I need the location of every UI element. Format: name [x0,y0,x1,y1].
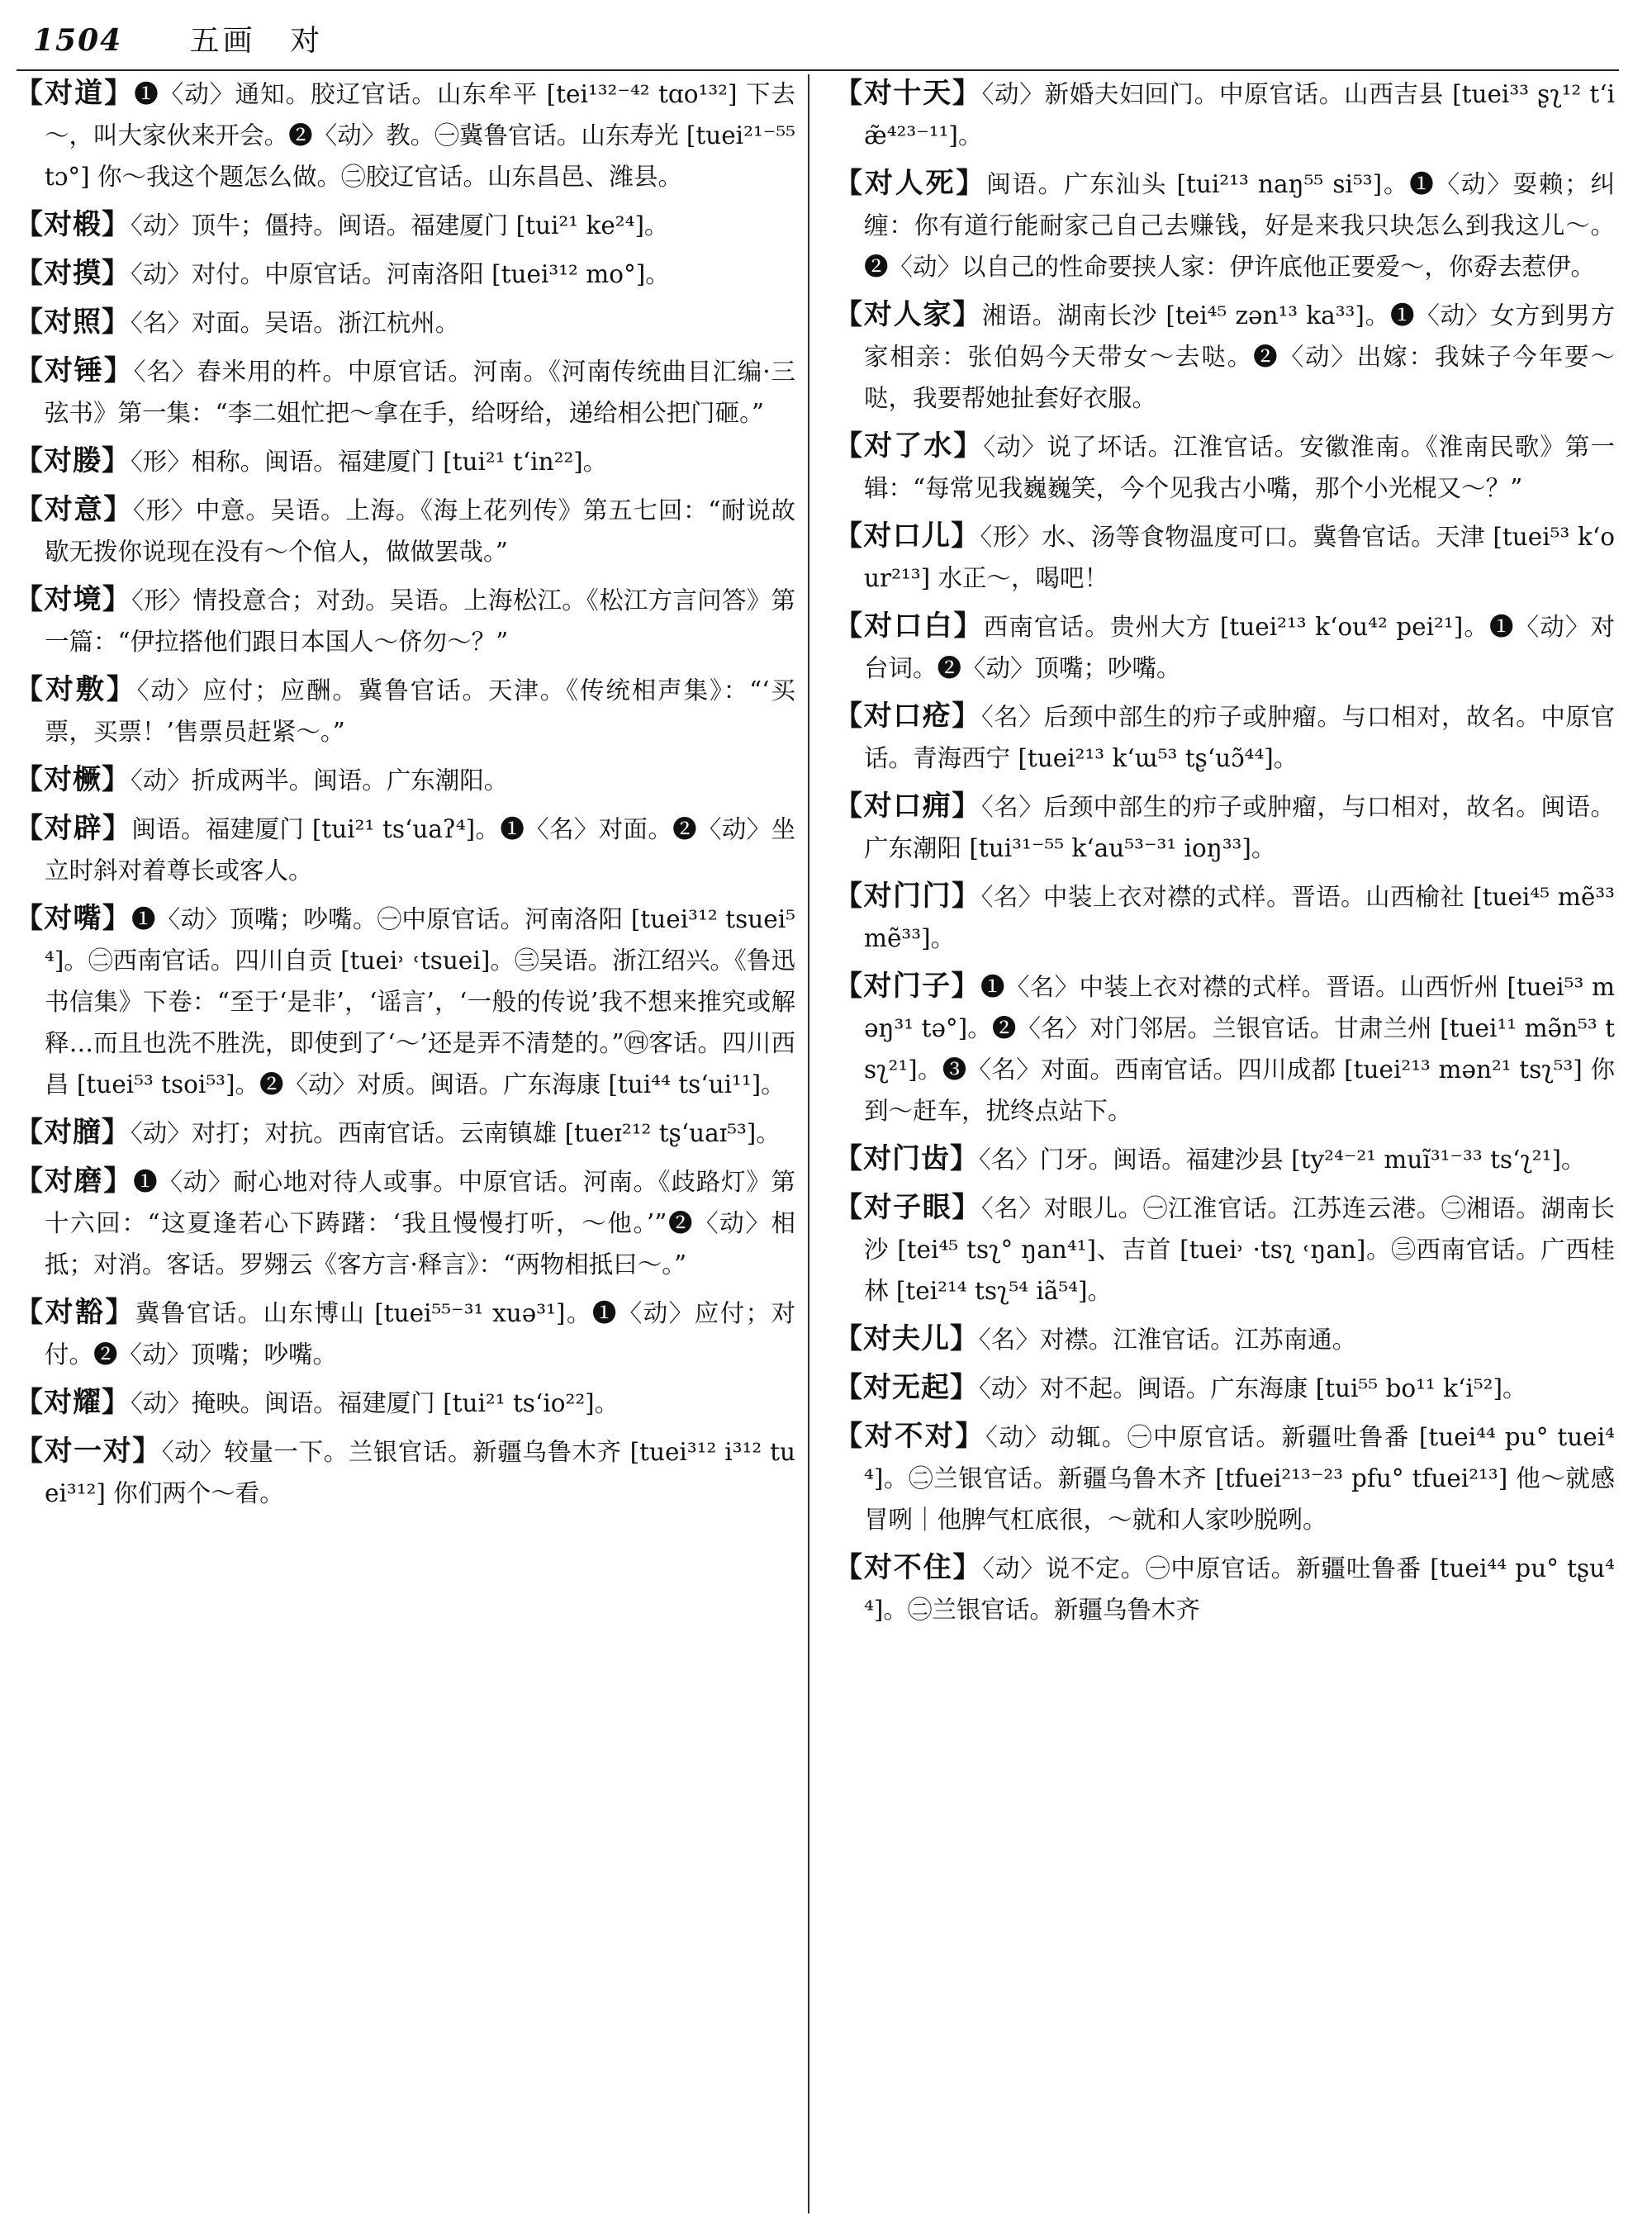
entry-headword: 【对了水】 [834,429,984,463]
dictionary-entry [834,605,1615,689]
entry-headword: 【对十天】 [834,77,982,110]
entry-definition: 〈动〉对打；对抗。西南官话。云南镇雄 [tueɪ²¹² tʂʻuaɪ⁵³]。 [131,1119,781,1147]
dictionary-entry [15,253,795,295]
entry-headword: 【对橛】 [15,763,131,796]
entry-headword: 【对椴】 [15,208,131,241]
entry-definition: 〈形〉中意。吴语。上海。《海上花列传》第五七回：“耐说故歇无拨你说现在没有～个倌人，做做罢哉。” [45,496,795,566]
entry-definition: 〈形〉情投意合；对劲。吴语。上海松江。《松江方言问答》第一篇：“伊拉搭他们跟日本国人～侪勿～？” [45,586,795,656]
dictionary-entry [834,785,1615,869]
dictionary-entry [15,1160,795,1285]
entry-headword: 【对口疮】 [834,700,981,733]
dictionary-entry [15,1292,795,1375]
section-label: 五画 [189,24,256,58]
entry-headword: 【对膪】 [15,1116,131,1149]
entry-definition: 〈名〉后颈中部生的疖子或肿瘤，与口相对，故名。闽语。广东潮阳 [tui³¹⁻⁵⁵ kʻau⁵³⁻³¹ ioŋ³³]。 [864,793,1615,862]
entry-headword: 【对子眼】 [834,1191,981,1224]
entry-headword: 【对耀】 [15,1386,131,1419]
dictionary-entry [834,1138,1615,1180]
dictionary-entry [834,515,1615,599]
dictionary-entry [15,73,795,197]
entry-definition: 〈动〉说不定。㊀中原官话。新疆吐鲁番 [tuei⁴⁴ pu° tʂu⁴⁴]。㊁兰银官话。新疆乌鲁木齐 [864,1554,1615,1624]
entry-headword: 【对照】 [15,306,131,339]
dictionary-entry [834,425,1615,509]
page-number: 1504 [33,23,123,58]
dictionary-entry [834,163,1615,287]
right-column [834,73,1615,2220]
entry-headword: 【对门子】 [834,970,980,1003]
entry-headword: 【对不住】 [834,1551,983,1584]
entry-definition: 〈动〉折成两半。闽语。广东潮阳。 [131,766,509,795]
entry-headword: 【对不对】 [834,1420,985,1453]
entry-definition: 〈名〉对襟。江淮官话。江苏南通。 [979,1326,1357,1354]
dictionary-entry [15,759,795,801]
entry-definition: 〈动〉应付；应酬。冀鲁官话。天津。《传统相声集》：“‘买票，买票！’售票员赶紧～。” [45,676,795,746]
entry-headword: 【对无起】 [834,1371,979,1404]
dictionary-entry [834,695,1615,779]
entry-headword: 【对磨】 [15,1165,134,1198]
entry-headword: 【对辟】 [15,812,132,845]
dictionary-entry [15,808,795,891]
dictionary-entry [15,669,795,752]
entry-definition: ❶〈动〉通知。胶辽官话。山东牟平 [tei¹³²⁻⁴² tɑo¹³²] 下去～，叫大家伙来开会。❷〈动〉教。㊀冀鲁官话。山东寿光 [tuei²¹⁻⁵⁵ tɔ°] 你～我这个题怎么做。㊁胶辽官话。山东昌邑、潍县。 [45,80,795,191]
entry-headword: 【对豁】 [15,1296,135,1329]
entry-headword: 【对嘴】 [15,902,132,935]
dictionary-entry [15,1382,795,1424]
dictionary-entry [834,1187,1615,1312]
dictionary-entry [15,204,795,246]
entry-definition: 〈名〉对眼儿。㊀江淮官话。江苏连云港。㊁湘语。湖南长沙 [tei⁴⁵ tsʅ° ŋan⁴¹]、吉首 [tuei˒ ·tsʅ ˓ŋan]。㊂西南官话。广西桂林 [tei²¹⁴ tsʅ⁵⁴ iã⁵⁴]。 [864,1194,1615,1305]
entry-definition: 〈动〉对付。中原官话。河南洛阳 [tuei³¹² mo°]。 [131,260,670,288]
entry-headword: 【对意】 [15,493,133,526]
page-header [33,17,1619,64]
dictionary-entry [15,1112,795,1154]
entry-headword: 【对门门】 [834,880,981,913]
dictionary-entry [15,440,795,482]
entry-headword: 【对媵】 [15,444,131,477]
entry-headword: 【对口痈】 [834,790,981,823]
dictionary-entry [834,1367,1615,1409]
dictionary-entry [834,1318,1615,1360]
entry-headword: 【对一对】 [15,1435,162,1468]
entry-headword: 【对人死】 [834,167,987,200]
dictionary-entry [834,294,1615,419]
entry-definition: 〈名〉对面。吴语。浙江杭州。 [131,309,460,337]
entry-headword: 【对口儿】 [834,520,980,553]
entry-definition: 〈动〉顶牛；僵持。闽语。福建厦门 [tui²¹ ke²⁴]。 [131,211,669,240]
dictionary-entry [15,1431,795,1514]
section-character: 对 [290,24,324,58]
dictionary-entry [834,1547,1615,1630]
entry-definition: 〈动〉说了坏话。江淮官话。安徽淮南。《淮南民歌》第一辑：“每常见我巍巍笑，今个见我古小嘴，那个小光棍又～？” [864,433,1615,502]
entry-headword: 【对门齿】 [834,1142,979,1175]
entry-headword: 【对境】 [15,583,132,616]
entry-headword: 【对锤】 [15,354,134,387]
entry-definition: 闽语。广东汕头 [tui²¹³ naŋ⁵⁵ si⁵³]。❶〈动〉耍赖；纠缠：你有道行能耐家己自己去赚钱，好是来我只块怎么到我这儿～。❷〈动〉以自己的性命要挟人家：伊许底他正要爱～，你孬去惹伊。 [864,170,1615,281]
entry-headword: 【对摸】 [15,257,131,290]
entry-definition: 〈形〉相称。闽语。福建厦门 [tui²¹ tʻin²²]。 [131,448,608,476]
entry-headword: 【对敷】 [15,673,137,706]
entry-headword: 【对夫儿】 [834,1322,979,1355]
entry-definition: 〈动〉较量一下。兰银官话。新疆乌鲁木齐 [tuei³¹² i³¹² tuei³¹²] 你们两个～看。 [45,1438,795,1507]
column-divider [808,74,809,2213]
entry-definition: ❶〈动〉耐心地对待人或事。中原官话。河南。《歧路灯》第十六回：“这夏逢若心下踌躇：‘我且慢慢打听，～他。’”❷〈动〉相抵；对消。客话。罗翙云《客方言·释言》：“两物相抵曰～。” [45,1168,795,1279]
header-rule [17,69,1619,71]
dictionary-entry [834,966,1615,1132]
left-column [15,73,795,2220]
entry-headword: 【对道】 [15,77,135,110]
entry-definition: 〈名〉中装上衣对襟的式样。晋语。山西榆社 [tuei⁴⁵ mẽ³³ mẽ³³]。 [864,883,1615,952]
dictionary-entry [15,489,795,572]
dictionary-entry [834,73,1615,156]
dictionary-entry [834,875,1615,959]
entry-definition: 冀鲁官话。山东博山 [tuei⁵⁵⁻³¹ xuə³¹]。❶〈动〉应付；对付。❷〈动〉顶嘴；吵嘴。 [45,1299,795,1369]
entry-definition: 〈动〉新婚夫妇回门。中原官话。山西吉县 [tuei³³ ʂʅ¹² tʻiæ̃⁴²³⁻¹¹]。 [864,80,1615,149]
entry-headword: 【对人家】 [834,298,983,331]
entry-definition: 西南官话。贵州大方 [tuei²¹³ kʻou⁴² pei²¹]。❶〈动〉对台词。❷〈动〉顶嘴；吵嘴。 [864,613,1615,682]
dictionary-entry [15,579,795,662]
entry-definition: 〈动〉动辄。㊀中原官话。新疆吐鲁番 [tuei⁴⁴ pu° tuei⁴⁴]。㊁兰银官话。新疆乌鲁木齐 [tfuei²¹³⁻²³ pfu° tfuei²¹³] 他～就感冒咧｜他脾气杠底很，～就和人家吵脱咧。 [864,1423,1615,1534]
entry-definition: 湘语。湖南长沙 [tei⁴⁵ zən¹³ ka³³]。❶〈动〉女方到男方家相亲：张伯妈今天带女～去哒。❷〈动〉出嫁：我妹子今年要～哒，我要帮她扯套好衣服。 [864,301,1615,412]
dictionary-entry [15,898,795,1105]
entry-headword: 【对口白】 [834,610,984,643]
entry-definition: 〈动〉对不起。闽语。广东海康 [tui⁵⁵ bo¹¹ kʻi⁵²]。 [979,1374,1527,1402]
entry-definition: ❶〈名〉中装上衣对襟的式样。晋语。山西忻州 [tuei⁵³ məŋ³¹ tə°]。❷〈名〉对门邻居。兰银官话。甘肃兰州 [tuei¹¹ mə̃n⁵³ tsʅ²¹]。❸〈名〉对面。西南官话。四川成都 [tuei²¹³ mən²¹ tsʅ⁵³] 你到～赶车，扰终点站下。 [864,973,1615,1125]
entry-definition: 〈动〉掩映。闽语。福建厦门 [tui²¹ tsʻio²²]。 [131,1389,620,1417]
dictionary-entry [834,1416,1615,1540]
entry-definition: ❶〈动〉顶嘴；吵嘴。㊀中原官话。河南洛阳 [tuei³¹² tsuei⁵⁴]。㊁西南官话。四川自贡 [tuei˒ ˓tsuei]。㊂吴语。浙江绍兴。《鲁迅书信集》下卷：“至于‘是非’，‘谣言’，‘一般的传说’我不想来推究或解释…而且也洗不胜洗，即使到了‘～’还是弄不清楚的。”㊃客话。四川西昌 [tuei⁵³ tsoi⁵³]。❷〈动〉对质。闽语。广东海康 [tui⁴⁴ tsʻui¹¹]。 [45,905,795,1098]
entry-definition: 〈形〉水、汤等食物温度可口。冀鲁官话。天津 [tuei⁵³ kʻour²¹³] 水正～，喝吧！ [864,523,1615,592]
entry-definition: 〈名〉后颈中部生的疖子或肿瘤。与口相对，故名。中原官话。青海西宁 [tuei²¹³ kʻɯ⁵³ tʂʻuɔ̃⁴⁴]。 [864,703,1615,772]
dictionary-entry [15,301,795,344]
entry-definition: 〈名〉门牙。闽语。福建沙县 [ty²⁴⁻²¹ muĩ³¹⁻³³ tsʻʅ²¹]。 [979,1146,1586,1174]
entry-definition: 闽语。福建厦门 [tui²¹ tsʻuaʔ⁴]。❶〈名〉对面。❷〈动〉坐立时斜对着尊长或客人。 [45,815,795,885]
entry-definition: 〈名〉舂米用的杵。中原官话。河南。《河南传统曲目汇编·三弦书》第一集：“李二姐忙把～拿在手，给呀给，递给相公把门砸。” [45,358,795,427]
dictionary-entry [15,350,795,434]
